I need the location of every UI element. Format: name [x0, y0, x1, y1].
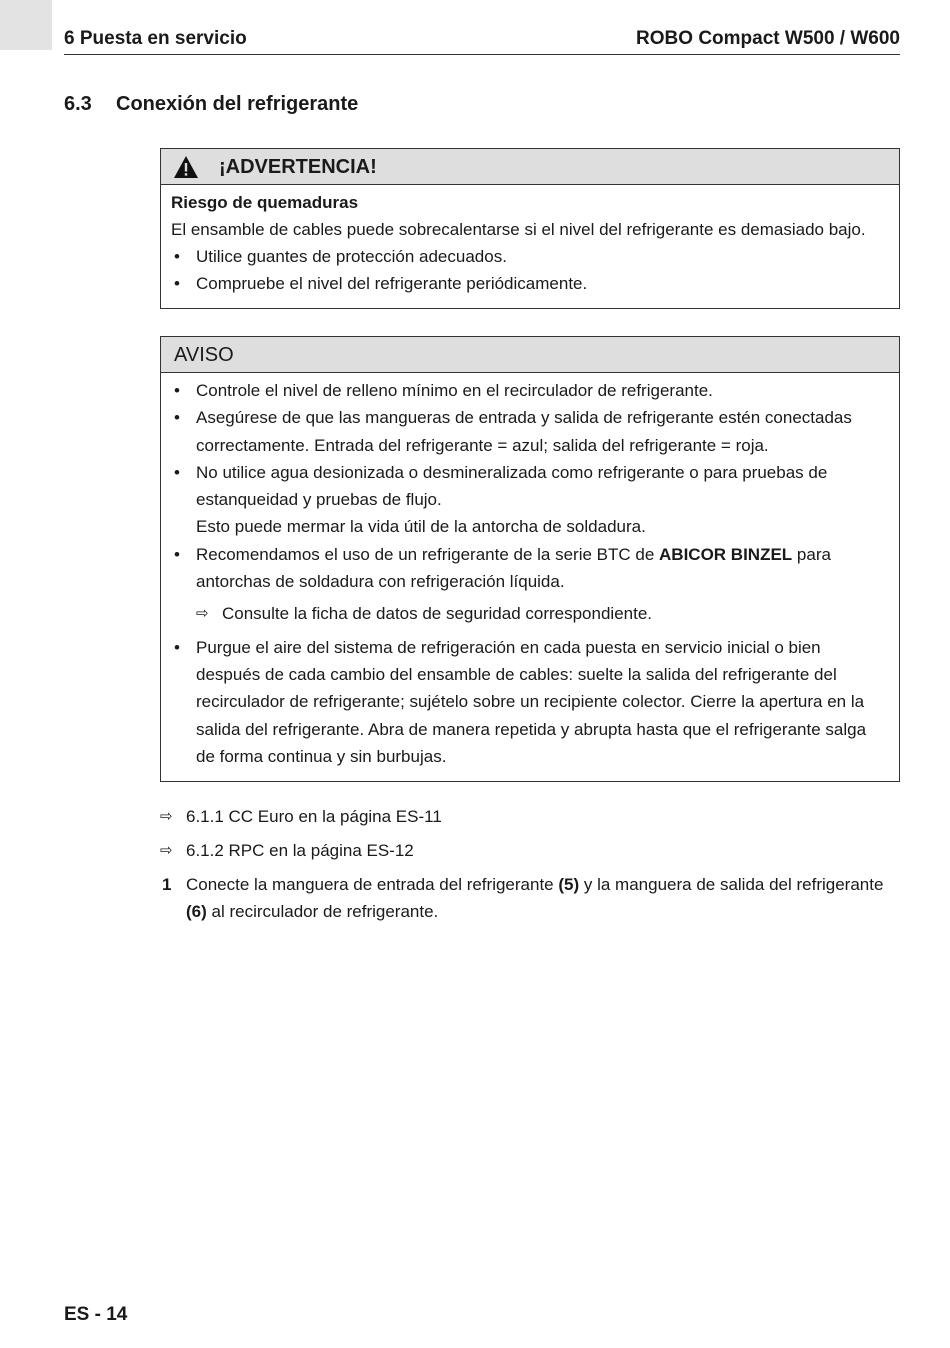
cross-reference-link[interactable] — [160, 837, 900, 864]
reference-text[interactable]: 6.1.2 RPC en la página ES-12 — [186, 841, 414, 860]
warning-text: El ensamble de cables puede sobrecalentarse si el nivel del refrigerante es demasiado bajo. — [171, 220, 866, 239]
section-title: Conexión del refrigerante — [116, 93, 359, 115]
step-text-a: Conecte la manguera de entrada del refrigerante — [186, 875, 559, 894]
notice-title: AVISO — [174, 344, 234, 366]
warning-body — [161, 185, 899, 297]
arrow-right-icon: ⇨ — [160, 842, 173, 859]
warning-subtitle: Riesgo de quemaduras — [171, 193, 359, 212]
reference-text[interactable]: 6.1.1 CC Euro en la página ES-11 — [186, 807, 442, 826]
list-item: • Compruebe el nivel del refrigerante periódicamente. — [171, 270, 899, 297]
instruction-step — [160, 871, 900, 925]
cross-reference — [196, 600, 889, 627]
notice-header — [161, 337, 899, 373]
product-title: ROBO Compact W500 / W600 — [636, 28, 900, 49]
list-item-text: No utilice agua desionizada o desmineralizada como refrigerante o para pruebas de estanqueidad y pruebas de flujo. — [196, 462, 828, 510]
list-item: • Asegúrese de que las mangueras de entrada y salida de refrigerante estén conectadas correctamente. Entrada del refrigerante = azul; salida del refrigerante = roja. — [171, 404, 889, 459]
reference-list — [160, 803, 900, 925]
warning-list — [171, 243, 899, 297]
list-item-text-pre: Recomendamos el uso de un refrigerante de la serie BTC de — [196, 544, 660, 564]
step-text-c: al recirculador de refrigerante. — [206, 902, 439, 921]
arrow-right-icon: ⇨ — [160, 808, 173, 825]
corner-tab — [0, 0, 52, 50]
list-item-note: Esto puede mermar la vida útil de la antorcha de soldadura. — [196, 517, 646, 537]
cross-reference-link[interactable] — [160, 803, 900, 830]
arrow-right-icon: ⇨ — [196, 605, 209, 623]
list-item: • Controle el nivel de relleno mínimo en el recirculador de refrigerante. — [171, 377, 889, 404]
part-ref: (6) — [186, 902, 207, 921]
list-item: • Utilice guantes de protección adecuados. — [171, 243, 899, 270]
step-number: 1 — [162, 875, 172, 894]
notice-body — [161, 373, 899, 770]
notice-box — [160, 336, 900, 782]
list-item-text-post: para antorchas de soldadura con refrigeración líquida. — [196, 544, 831, 592]
step-text-b: y la manguera de salida del refrigerante — [579, 875, 884, 894]
cross-reference-text: Consulte la ficha de datos de seguridad correspondiente. — [222, 604, 653, 624]
part-ref: (5) — [558, 875, 580, 894]
page-header — [64, 26, 900, 55]
warning-header — [161, 149, 899, 185]
brand-name: ABICOR BINZEL — [659, 544, 793, 564]
warning-triangle-icon — [173, 155, 199, 179]
chapter-title: 6 Puesta en servicio — [64, 28, 247, 49]
page-number: ES - 14 — [64, 1304, 128, 1325]
section-number: 6.3 — [64, 93, 92, 115]
section-heading — [64, 90, 358, 118]
warning-box — [160, 148, 900, 309]
warning-title: ¡ADVERTENCIA! — [219, 156, 377, 178]
list-item — [171, 541, 889, 628]
list-item — [171, 459, 889, 541]
notice-list — [171, 377, 889, 770]
list-item: • Purgue el aire del sistema de refrigeración en cada puesta en servicio inicial o bien después de cada cambio del ensamble de cables: suelte la salida del refrigerante del recirculador de refrigerante; sujételo sobre un recipiente colector. Cierre la apertura en la salida del refrigerante. Abra de manera repetida y abrupta hasta que el refrigerante salga de forma continua y sin burbujas. — [171, 634, 889, 770]
